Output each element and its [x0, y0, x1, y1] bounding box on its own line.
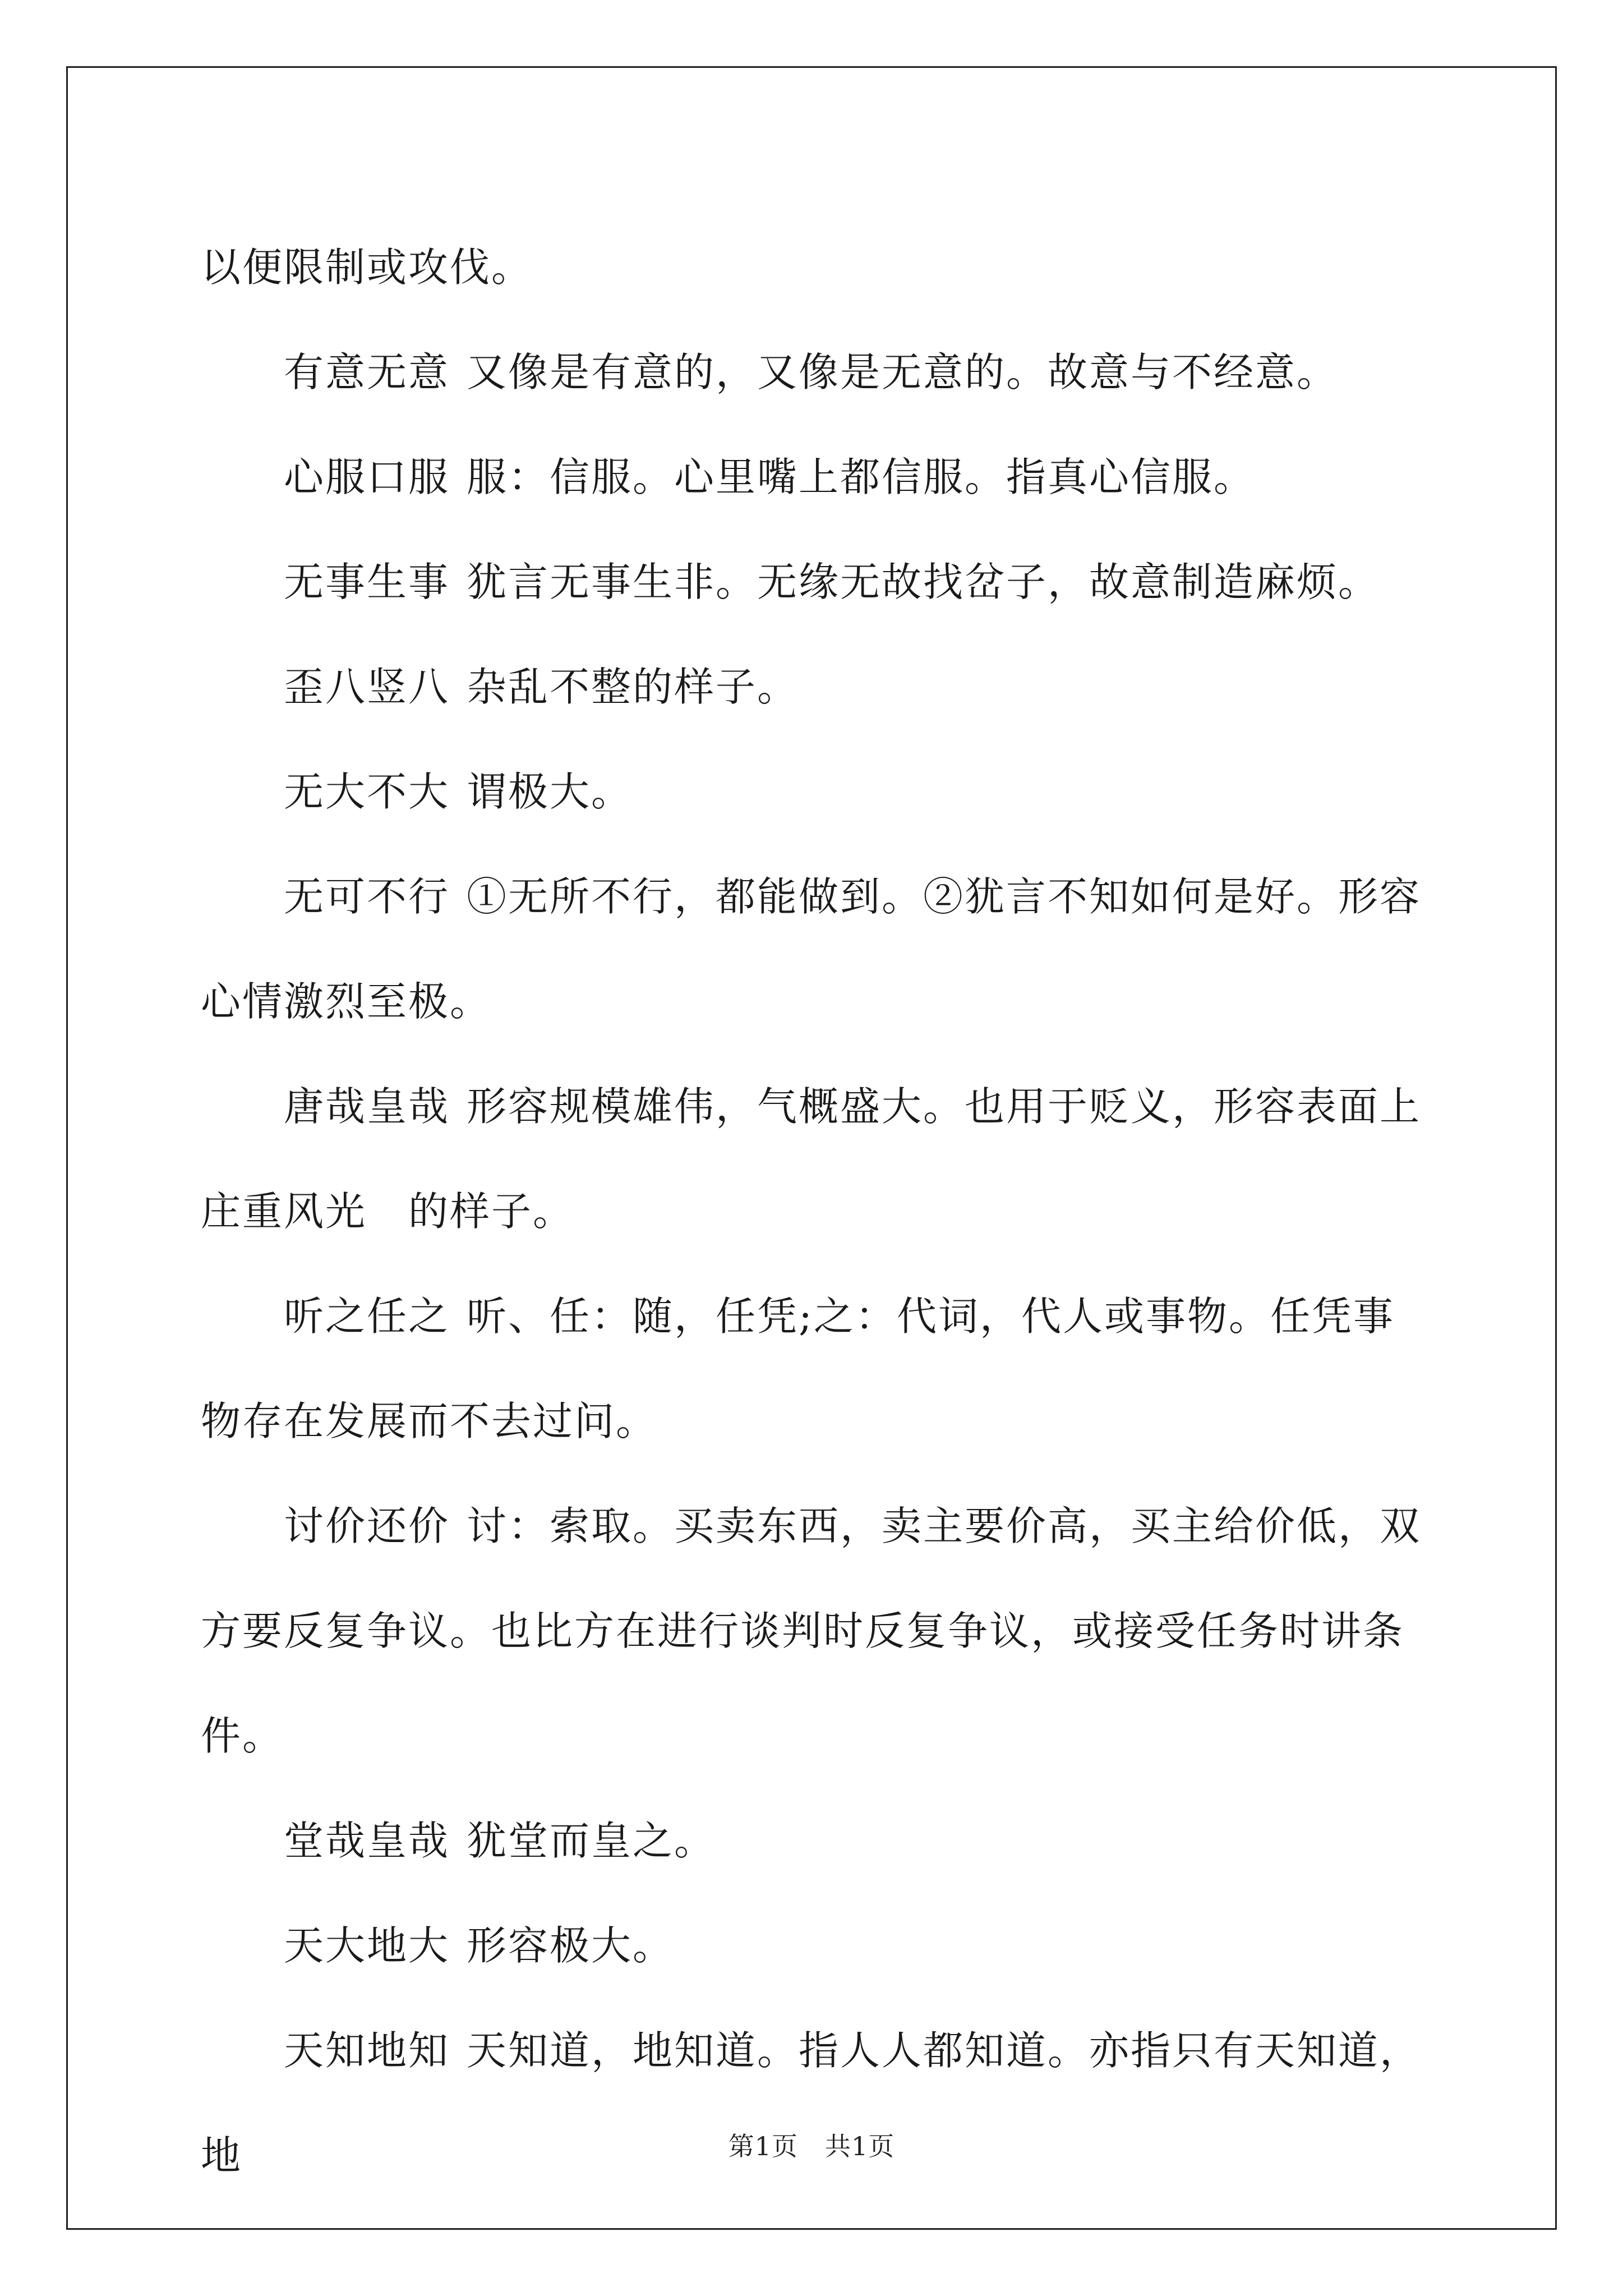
idiom-definition: 听、任：随，任凭;之：代词，代人或事物。任凭事物存在发展而不去过问。: [201, 1293, 1395, 1444]
idiom-entry: [201, 634, 1435, 739]
idiom-term: 唐哉皇哉: [284, 1083, 450, 1130]
page-footer: [0, 2126, 1623, 2163]
idiom-term: 心服口服: [284, 454, 450, 500]
idiom-entry: [201, 1893, 1435, 1998]
idiom-term: 听之任之: [284, 1293, 450, 1340]
idiom-entry: [201, 844, 1435, 1054]
idiom-entry: [201, 1264, 1435, 1474]
paragraph-continuation: [201, 215, 1435, 320]
idiom-definition: 杂乱不整的样子。: [467, 664, 799, 710]
idiom-term: 天知地知: [284, 2027, 450, 2074]
idiom-term: 堂哉皇哉: [284, 1818, 450, 1864]
idiom-definition: 服：信服。心里嘴上都信服。指真心信服。: [467, 454, 1256, 500]
page-number: 第1页: [728, 2131, 798, 2161]
idiom-definition: 天知道，地知道。指人人都知道。亦指只有天知道，地: [201, 2027, 1422, 2179]
idiom-definition: 形容极大。: [467, 1922, 675, 1969]
idiom-entry: [201, 530, 1435, 634]
idiom-definition: 又像是有意的，又像是无意的。故意与不经意。: [467, 349, 1339, 395]
idiom-term: 有意无意: [284, 349, 450, 395]
idiom-definition: ①无所不行，都能做到。②犹言不知如何是好。形容心情激烈至极。: [201, 873, 1422, 1025]
idiom-entry: [201, 1788, 1435, 1893]
idiom-definition: 讨：索取。买卖东西，卖主要价高，买主给价低，双方要反复争议。也比方在进行谈判时反复争议，或接受任务时讲条件。: [201, 1503, 1422, 1759]
idiom-term: 天大地大: [284, 1922, 450, 1969]
idiom-definition: 形容规模雄伟，气概盛大。也用于贬义，形容表面上庄重风光 的样子。: [201, 1083, 1422, 1235]
idiom-entry: [201, 1998, 1435, 2208]
idiom-entry: [201, 1474, 1435, 1788]
document-body: [201, 215, 1435, 2208]
idiom-definition: 谓极大。: [467, 769, 633, 815]
idiom-term: 讨价还价: [284, 1503, 450, 1549]
paragraph-text: 以便限制或攻伐。: [201, 244, 533, 291]
idiom-term: 无大不大: [284, 769, 450, 815]
idiom-entry: [201, 425, 1435, 530]
idiom-term: 无事生事: [284, 559, 450, 605]
idiom-definition: 犹言无事生非。无缘无故找岔子，故意制造麻烦。: [467, 559, 1380, 605]
idiom-entry: [201, 320, 1435, 425]
idiom-term: 无可不行: [284, 873, 450, 920]
idiom-entry: [201, 1054, 1435, 1264]
page-total: 共1页: [825, 2131, 895, 2161]
idiom-definition: 犹堂而皇之。: [467, 1818, 716, 1864]
idiom-entry: [201, 739, 1435, 844]
idiom-term: 歪八竖八: [284, 664, 450, 710]
